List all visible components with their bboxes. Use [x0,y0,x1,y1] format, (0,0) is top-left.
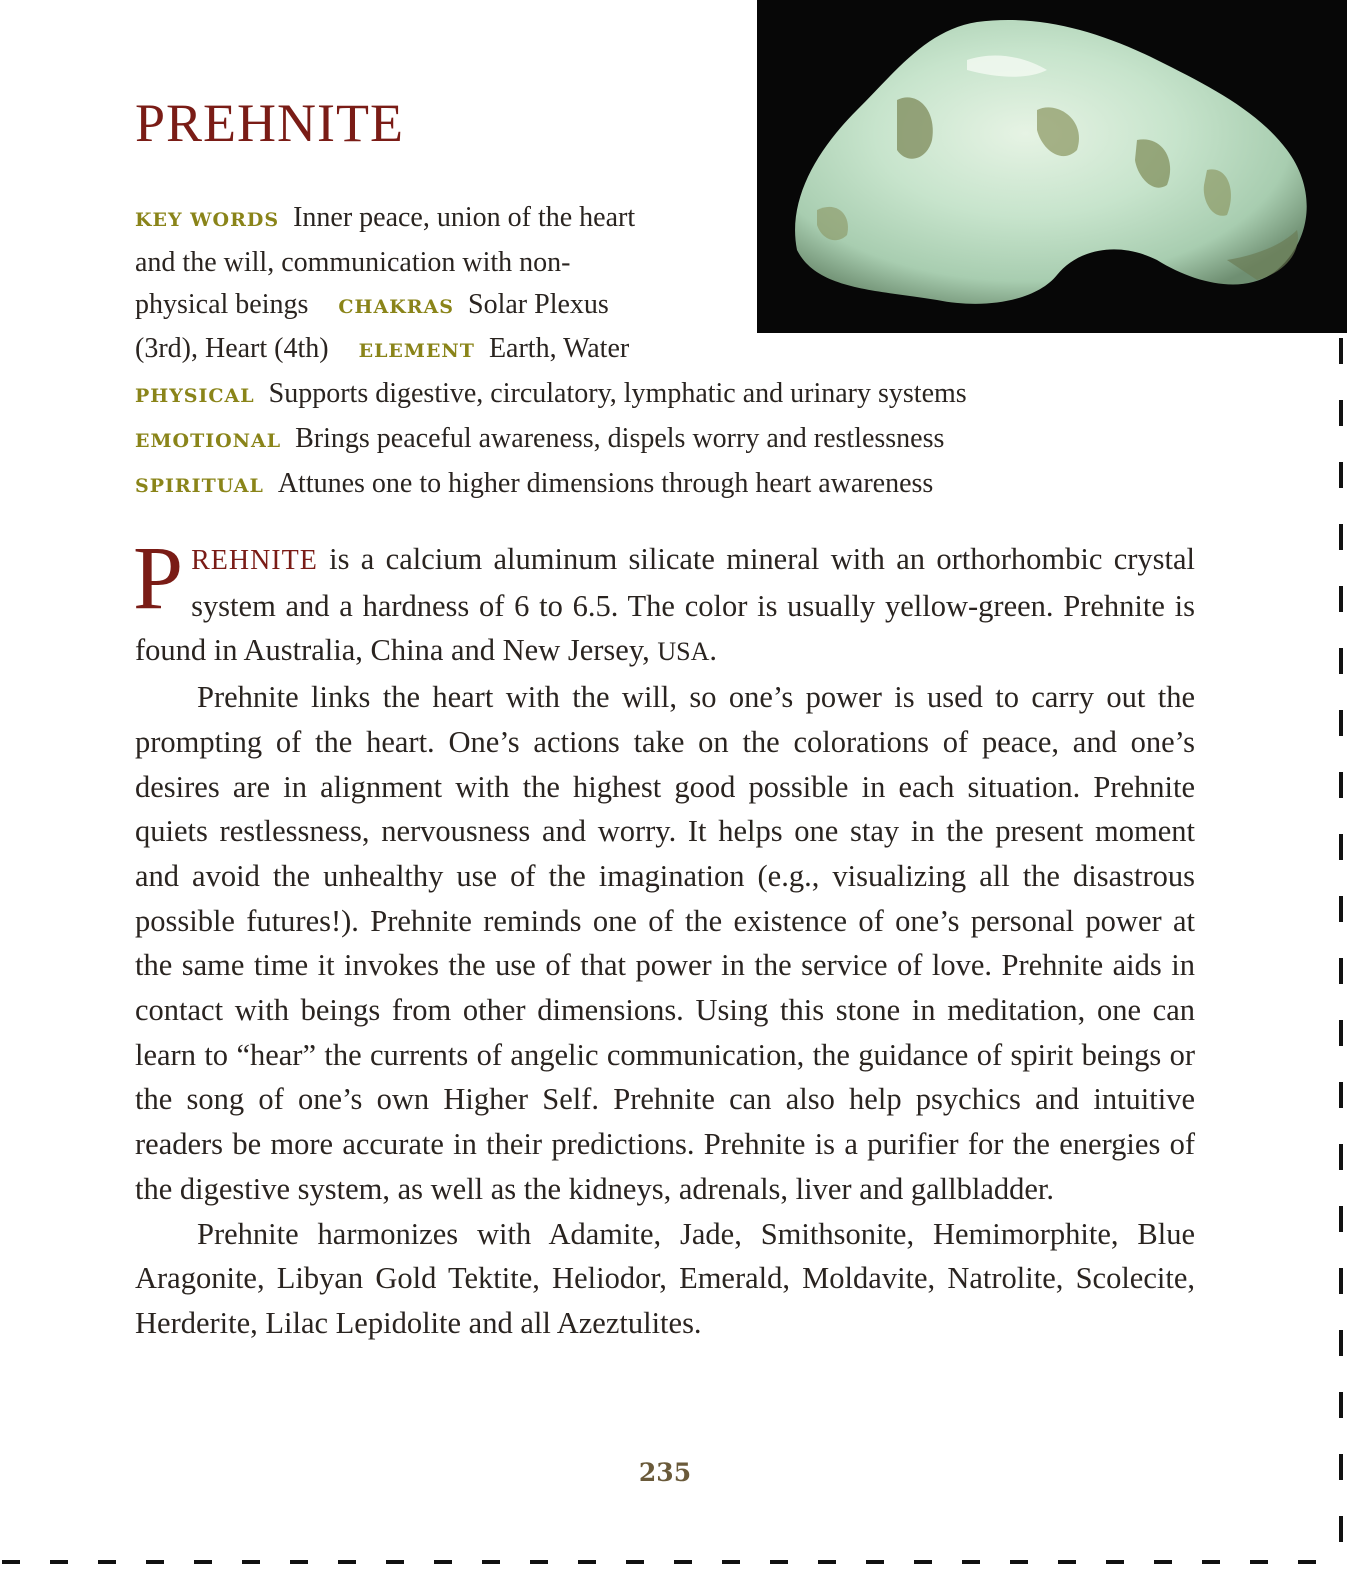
page-title: PREHNITE [135,93,404,153]
key-words-line-1 [135,197,1215,242]
spiritual-line [135,463,1215,508]
page-number: 235 [638,1458,692,1487]
lead-word: REHNITE [191,545,318,576]
spiritual-label: SPIRITUAL [135,474,264,497]
spiritual-text: Attunes one to higher dimensions through heart awareness [277,467,934,499]
drop-cap: P [133,529,184,628]
paragraph-3: Prehnite harmonizes with Adamite, Jade, Smithsonite, Hemimorphite, Blue Aragonite, Libyan Gold Tektite, Heliodor, Emerald, Moldavite, Natrolite, Scolecite, Herderite, Lilac Lepidolite and all Azeztulites. [135,1216,1195,1340]
paragraph-1-text: is a calcium aluminum silicate mineral with an orthorhombic crystal system and a hardness of 6 to 6.5. The color is usually yellow-green. Prehnite is found in Australia, China and New Jersey, [135,542,1195,668]
element-text: Earth, Water [488,333,630,365]
body-text [133,529,1195,1346]
physical-line [135,373,1215,418]
chakras-label: CHAKRAS [338,295,455,318]
paragraph-1 [133,529,1195,675]
key-words-label: KEY WORDS [135,209,280,231]
physical-label: PHYSICAL [135,385,255,408]
key-words-line-2 [135,242,1215,284]
key-words-text-2: and the will, communication with non- [135,246,571,278]
right-edge-marks [1339,0,1347,1572]
bottom-edge-marks [0,1560,1347,1572]
stone-attributes [135,197,1215,508]
physical-text: Supports digestive, circulatory, lymphatic and urinary systems [268,378,967,410]
paragraph-2: Prehnite links the heart with the will, so one’s power is used to carry out the prompting of the heart. One’s actions take on the colorations of peace, and one’s desires are in alignment with the highest good possible in each situation. Prehnite quiets restlessness, nervousness and worry. It helps one stay in the present moment and avoid the unhealthy use of the imagination (e.g., visualizing all the disastrous possible futures!). Prehnite reminds one of the existence of one’s personal power at the same time it invokes the use of that power in the service of love. Prehnite aids in contact with beings from other dimensions. Using this stone in meditation, one can learn to “hear” the currents of angelic communication, the guidance of spirit beings or the song of one’s own Higher Self. Prehnite can also help psychics and intuitive readers be more accurate in their predictions. Prehnite is a purifier for the energies of the digestive system, as well as the kidneys, adrenals, liver and gallbladder. [135,680,1195,1206]
element-label: ELEMENT [358,340,475,363]
key-words-text-1: Inner peace, union of the heart [293,202,636,233]
key-words-text-3: physical beings [135,288,309,320]
emotional-text: Brings peaceful awareness, dispels worry and restlessness [295,422,945,454]
paragraph-1-end: . [709,633,717,668]
emotional-label: EMOTIONAL [135,429,282,452]
chakras-text-2: (3rd), Heart (4th) [135,333,329,365]
emotional-line [135,418,1215,463]
country-abbrev: USA [657,637,710,667]
chakras-text-1: Solar Plexus [468,288,609,320]
key-words-line-3 [135,284,1215,329]
chakras-element-line [135,328,1215,373]
